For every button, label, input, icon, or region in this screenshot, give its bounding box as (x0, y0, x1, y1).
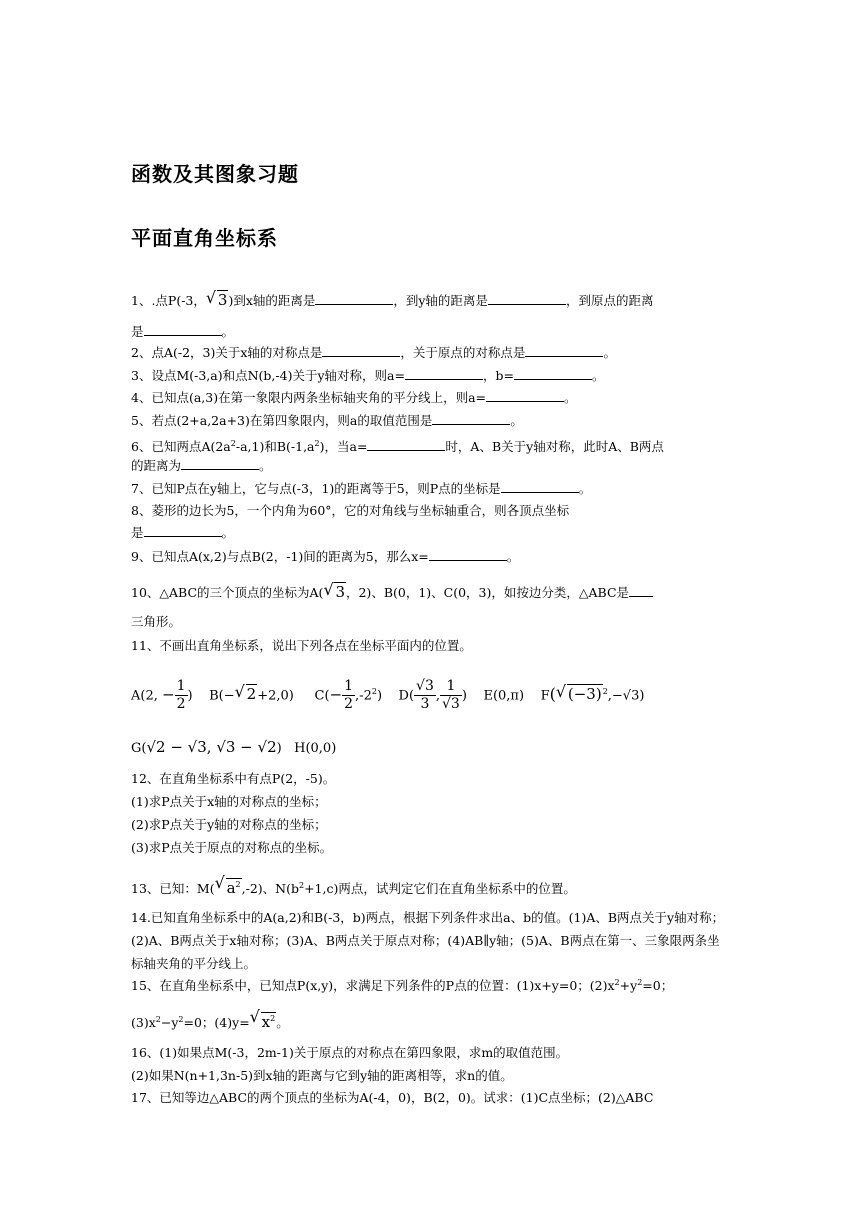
question-2: 2、点A(-2，3)关于x轴的对称点是 ，关于原点的对称点是 。 (131, 345, 616, 360)
answer-blank (405, 368, 483, 380)
answer-blank (181, 458, 259, 470)
question-11: 11、不画出直角坐标系，说出下列各点在坐标平面内的位置。 (131, 638, 472, 653)
question-6-cont: 的距离为 。 (131, 458, 272, 473)
question-15: 15、在直角坐标系中，已知点P(x,y)，求满足下列条件的P点的位置：(1)x+y=0；$(2)x^2+y^2=0$； (131, 978, 674, 994)
fraction: $\frac{√3}{3}$ (416, 678, 434, 713)
question-10: 10、△ABC的三个顶点的坐标为A(√ 3，2)、B(0，1)、C(0，3)，如按边分类，△ABC是 (131, 584, 653, 601)
sqrt-symbol: √ 3 (206, 292, 229, 308)
question-12-part-3: (3)求P点关于原点的对称点的坐标。 (131, 840, 333, 855)
answer-blank (144, 324, 222, 336)
question-14: 14.已知直角坐标系中的A(a,2)和B(-3，b)两点，根据下列条件求出a、b的值。(1)A、B两点关于y轴对称；(2)A、B两点关于x轴对称；(3)A、B两点关于原点对称；(4)AB∥y轴；(5)A、B两点在第一、三象限两条坐标轴夹角的平分线上。 (131, 910, 725, 971)
question-12-part-1: (1)求P点关于x轴的对称点的坐标； (131, 794, 327, 809)
points-row-1: A(2, − $\frac{1}{2}$ ) B(−√ 2+2,0) C(− $\frac{1}{2}$ $,-2^2$) D( $\frac{√3}{3}$ , $\frac{1}{√3}$ ) E(0,π) F(√ $(-3)^2,-√3$) (131, 672, 644, 716)
sqrt-symbol: √ $a^2$ (215, 877, 242, 896)
question-17: 17、已知等边△ABC的两个顶点的坐标为A(-4，0)，B(2，0)。试求：(1)C点坐标；(2)△ABC (131, 1090, 654, 1105)
fraction: $\frac{1}{2}$ (344, 678, 354, 713)
answer-blank (525, 345, 603, 357)
section-heading: 平面直角坐标系 (131, 226, 278, 250)
points-row-2: G(√2 − √3, √3 − √2) H(0,0) (131, 738, 337, 756)
question-10-cont: 三角形。 (131, 614, 182, 629)
question-3: 3、设点M(-3,a)和点N(b,-4)关于y轴对称，则a= ，b= 。 (131, 368, 605, 383)
fraction: $\frac{1}{2}$ (176, 678, 186, 713)
question-4: 4、已知点(a,3)在第一象限内两条坐标轴夹角的平分线上，则a= 。 (131, 390, 577, 405)
sqrt-symbol: √ $x^2$ (250, 1011, 277, 1030)
answer-blank (486, 390, 564, 402)
question-9: 9、已知点A(x,2)与点B(2，-1)间的距离为5，那么x= 。 (131, 549, 520, 564)
answer-blank (429, 549, 507, 561)
question-16: 16、(1)如果点M(-3，2m-1)关于原点的对称点在第四象限，求m的取值范围。 (131, 1045, 569, 1060)
question-8-cont: 是 。 (131, 525, 235, 540)
question-5: 5、若点(2+a,2a+3)在第四象限内，则a的取值范围是 。 (131, 413, 523, 428)
answer-blank (322, 345, 400, 357)
answer-blank (432, 413, 510, 425)
question-13: 13、已知：M(√ $a^2,-2$)、$N(b^2+1,c)$两点，试判定它们在直角坐标系中的位置。 (131, 877, 576, 897)
answer-blank (367, 439, 445, 451)
sqrt-symbol: √ (−3) (556, 674, 603, 714)
answer-blank (629, 585, 653, 597)
answer-blank (501, 481, 579, 493)
answer-blank (315, 293, 393, 305)
sqrt-symbol: √ 2 (235, 674, 258, 714)
question-12-part-2: (2)求P点关于y轴的对称点的坐标； (131, 817, 327, 832)
document-title: 函数及其图象习题 (131, 162, 299, 186)
question-8: 8、菱形的边长为5，一个内角为60°，它的对角线与坐标轴重合，则各顶点坐标 (131, 503, 570, 518)
sqrt-symbol: √ 3 (323, 584, 346, 600)
question-6: 6、已知两点$A(2a^2-a,1)$和$B(-1,a^2)$，当a= 时，A、B关于y轴对称，此时A、B两点 (131, 439, 664, 455)
question-16-part-2: (2)如果N(n+1,3n-5)到x轴的距离与它到y轴的距离相等，求n的值。 (131, 1068, 513, 1083)
question-12: 12、在直角坐标系中有点P(2，-5)。 (131, 771, 336, 786)
answer-blank (488, 293, 566, 305)
question-1: 1、.点P(-3，√ 3)到x轴的距离是 ，到y轴的距离是 ，到原点的距离 (131, 292, 653, 309)
question-7: 7、已知P点在y轴上，它与点(-3，1)的距离等于5，则P点的坐标是 。 (131, 481, 592, 496)
fraction: $\frac{1}{√3}$ (442, 678, 460, 713)
answer-blank (514, 368, 592, 380)
question-15-cont: $(3)x^2-y^2=0$；(4)y=√ $x^2$。 (131, 1011, 289, 1031)
question-1-cont: 是 。 (131, 324, 235, 339)
answer-blank (144, 525, 222, 537)
